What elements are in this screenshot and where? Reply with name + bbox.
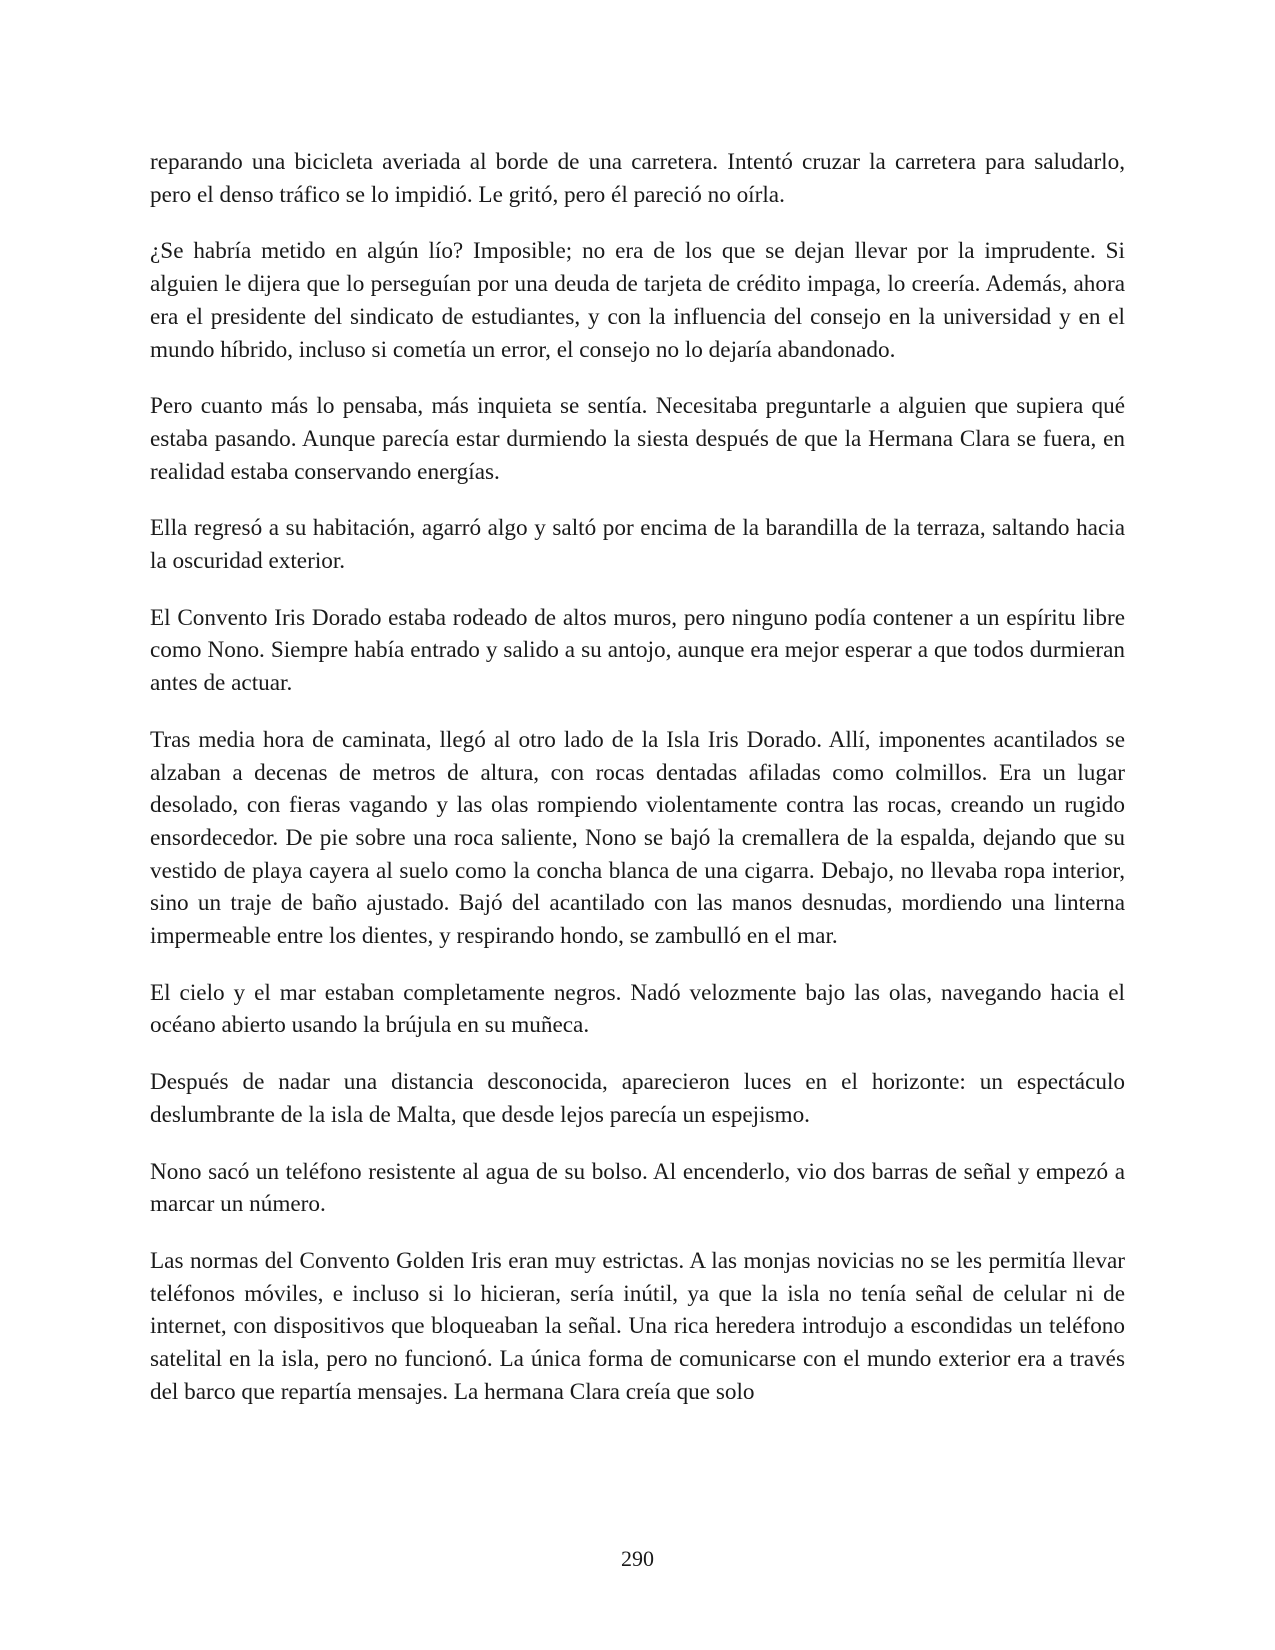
page-number: 290 bbox=[621, 1546, 654, 1571]
paragraph: Tras media hora de caminata, llegó al otro lado de la Isla Iris Dorado. Allí, imponentes acantilados se alzaban a decenas de metros de altura, con rocas dentadas afiladas como colmillos. Era un lugar desolado, con fieras vagando y las olas rompiendo violentamente contra las rocas, creando un rugido ensordecedor. De pie sobre una roca saliente, Nono se bajó la cremallera de la espalda, dejando que su vestido de playa cayera al suelo como la concha blanca de una cigarra. Debajo, no llevaba ropa interior, sino un traje de baño ajustado. Bajó del acantilado con las manos desnudas, mordiendo una linterna impermeable entre los dientes, y respirando hondo, se zambulló en el mar. bbox=[150, 726, 1125, 950]
paragraph: Las normas del Convento Golden Iris eran muy estrictas. A las monjas novicias no se les permitía llevar teléfonos móviles, e incluso si lo hicieran, sería inútil, ya que la isla no tenía señal de celular ni de internet, con dispositivos que bloqueaban la señal. Una rica heredera introdujo a escondidas un teléfono satelital en la isla, pero no funcionó. La única forma de comunicarse con el mundo exterior era a través del barco que repartía mensajes. La hermana Clara creía que solo bbox=[150, 1247, 1125, 1405]
paragraph: El cielo y el mar estaban completamente negros. Nadó velozmente bajo las olas, navegando hacia el océano abierto usando la brújula en su muñeca. bbox=[150, 979, 1125, 1039]
paragraph: Después de nadar una distancia desconocida, aparecieron luces en el horizonte: un espectáculo deslumbrante de la isla de Malta, que desde lejos parecía un espejismo. bbox=[150, 1069, 1125, 1128]
paragraph: ¿Se habría metido en algún lío? Imposible; no era de los que se dejan llevar por la imprudente. Si alguien le dijera que lo perseguían por una deuda de tarjeta de crédito impaga, lo creería. Además, ahora era el presidente del sindicato de estudiantes, y con la influencia del consejo en la universidad y en el mundo híbrido, incluso si cometía un error, el consejo no lo dejaría abandonado. bbox=[150, 238, 1125, 363]
paragraph: reparando una bicicleta averiada al borde de una carretera. Intentó cruzar la carretera para saludarlo, pero el denso tráfico se lo impidió. Le gritó, pero él pareció no oírla. bbox=[150, 149, 1125, 208]
body-text bbox=[150, 146, 1125, 1433]
paragraph: Nono sacó un teléfono resistente al agua de su bolso. Al encenderlo, vio dos barras de señal y empezó a marcar un número. bbox=[150, 1158, 1125, 1218]
paragraph: Pero cuanto más lo pensaba, más inquieta se sentía. Necesitaba preguntarle a alguien que supiera qué estaba pasando. Aunque parecía estar durmiendo la siesta después de que la Hermana Clara se fuera, en realidad estaba conservando energías. bbox=[150, 393, 1125, 485]
paragraph: El Convento Iris Dorado estaba rodeado de altos muros, pero ninguno podía contener a un espíritu libre como Nono. Siempre había entrado y salido a su antojo, aunque era mejor esperar a que todos durmieran antes de actuar. bbox=[150, 604, 1125, 697]
paragraph: Ella regresó a su habitación, agarró algo y saltó por encima de la barandilla de la terraza, saltando hacia la oscuridad exterior. bbox=[150, 515, 1125, 575]
